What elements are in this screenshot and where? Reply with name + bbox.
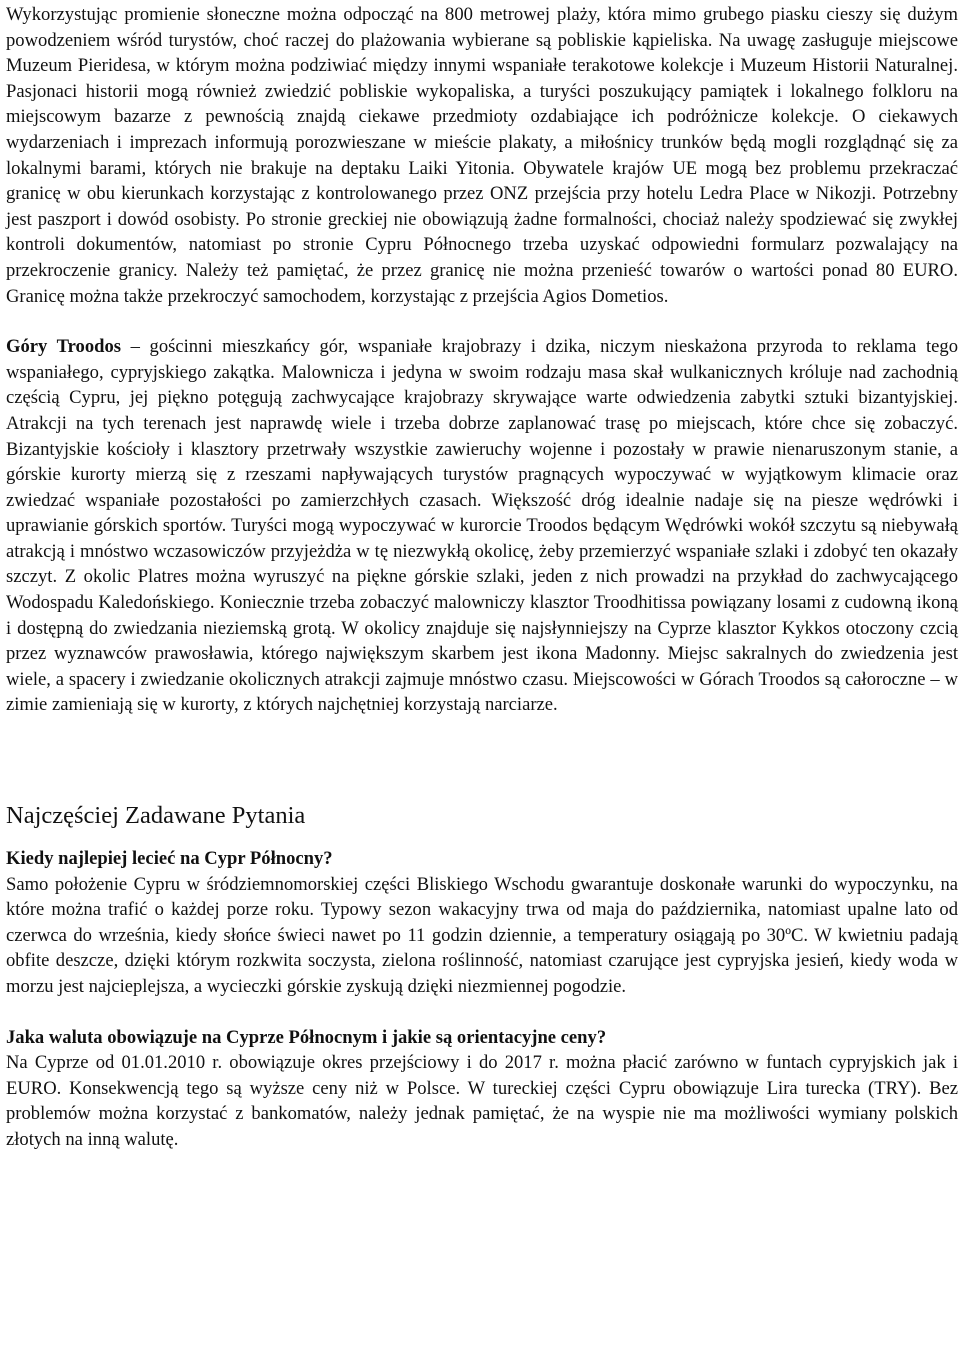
troodos-paragraph bbox=[6, 334, 958, 718]
troodos-text: – gościnni mieszkańcy gór, wspaniałe krajobrazy i dzika, niczym nieskażona przyroda to reklama tego wspaniałego, cypryjskiego zakątka. Malownicza i jedyna w swoim rodzaju masa skał wulkanicznych króluje nad zachodnią częścią Cypru, jej piękno potęgują zachwycające krajobrazy skrywające warte odwiedzenia zabytki sztuki bizantyjskiej. Atrakcji na tych terenach jest naprawdę wiele i trzeba dobrze zaplanować trasę po miejscach, które chce się zobaczyć. Bizantyjskie kościoły i klasztory przetrwały wszystkie zawieruchy wojenne i pozostały w prawie nienaruszonym stanie, a górskie kurorty mierzą się z rzeszami napływających turystów pragnących wypoczywać w wyjątkowym klimacie oraz zwiedzać wspaniałe pozostałości po zamierzchłych czasach. Większość dróg idealnie nadaje się na piesze wędrówki i uprawianie górskich sportów. Turyści mogą wypoczywać w kurorcie Troodos będącym Wędrówki wokół szczytu są niebywałą atrakcją i mnóstwo wczasowiczów przyjeżdża w tę niezwykłą okolicę, żeby przemierzyć wspaniałe szlaki i zdobyć ten okazały szczyt. Z okolic Platres można wyruszyć na piękne górskie szlaki, jeden z nich prowadzi na przykład do zachwycającego Wodospadu Kaledońskiego. Koniecznie trzeba zobaczyć malowniczy klasztor Troodhitissa powiązany losami z cudowną ikoną i dostępną do zwiedzania nieziemską grotą. W okolicy znajduje się najsłynniejszy na Cyprze klasztor Kykkos otoczony czcią przez wyznawców prawosławia, którego największym skarbem jest ikona Madonny. Miejsc sakralnych do zwiedzenia jest wiele, a spacery i zwiedzanie okolicznych atrakcji zajmuje mnóstwo czasu. Miejscowości w Górach Troodos są całoroczne – w zimie zamieniają się w kurorty, z których najchętniej korzystają narciarze. bbox=[6, 336, 958, 716]
faq-answer-1: Samo położenie Cypru w śródziemnomorskiej części Bliskiego Wschodu gwarantuje doskonałe warunki do wypoczynku, na które można trafić o każdej porze roku. Typowy sezon wakacyjny trwa od maja do października, natomiast upalne lato od czerwca do września, kiedy słońce świeci nawet po 11 godzin dziennie, a temperatury osiągają po 30ºC. W kwietniu padają obfite deszcze, dzięki którym rozkwita soczysta, zielona roślinność, natomiast czarujące jest cypryjska jesień, kiedy woda w morzu jest najcieplejsza, a wycieczki górskie zyskują dzięki niezmiennej pogodzie. bbox=[6, 873, 958, 997]
faq-answer-2: Na Cyprze od 01.01.2010 r. obowiązuje okres przejściowy i do 2017 r. można płacić zarówno w funtach cypryjskich jak i EURO. Konsekwencją tego są wyższe ceny niż w Polsce. W tureckiej części Cypru obowiązuje Lira turecka (TRY). Bez problemów można korzystać z bankomatów, należy jednak pamiętać, że na wyspie nie ma możliwości wymiany polskich złotych na inną walutę. bbox=[6, 1052, 958, 1150]
faq-heading: Najczęściej Zadawane Pytania bbox=[6, 802, 306, 830]
document-page bbox=[6, 0, 958, 1153]
faq-question-1: Kiedy najlepiej lecieć na Cypr Północny? bbox=[6, 848, 333, 870]
troodos-lead: Góry Troodos bbox=[6, 336, 121, 358]
intro-paragraph: Wykorzystując promienie słoneczne można odpocząć na 800 metrowej plaży, która mimo grubego piasku cieszy się dużym powodzeniem wśród turystów, choć raczej do plażowania wybierane są pobliskie kąpieliska. Na uwagę zasługuje miejscowe Muzeum Pieridesa, w którym można podziwiać między innymi wspaniałe terakotowe kolekcje i Muzeum Historii Naturalnej. Pasjonaci historii mogą również zwiedzić pobliskie wykopaliska, a turyści poszukujący pamiątek i lokalnego folkloru na miejscowym bazarze z pewnością znajdą ciekawe przedmioty ozdabiające ich podróżnicze kolekcje. O ciekawych wydarzeniach i imprezach informują porozwieszane w mieście plakaty, a miłośnicy trunków będą mogli rozglądnąć się za lokalnymi barami, których nie brakuje na deptaku Laiki Yitonia. Obywatele krajów UE mogą bez problemu przekraczać granicę w obu kierunkach korzystając z kontrolowanego przez ONZ przejścia przy hotelu Ledra Place w Nikozji. Potrzebny jest paszport i dowód osobisty. Po stronie greckiej nie obowiązują żadne formalności, chociaż należy spodziewać się zwykłej kontroli dokumentów, natomiast po stronie Cypru Północnego trzeba uzyskać odpowiedni formularz pozwalający na przekroczenie granicy. Należy też pamiętać, że przez granicę nie można przenieść towarów o wartości ponad 80 EURO. Granicę można także przekroczyć samochodem, korzystając z przejścia Agios Dometios. bbox=[6, 4, 958, 307]
faq-question-2: Jaka waluta obowiązuje na Cyprze Północnym i jakie są orientacyjne ceny? bbox=[6, 1026, 607, 1048]
